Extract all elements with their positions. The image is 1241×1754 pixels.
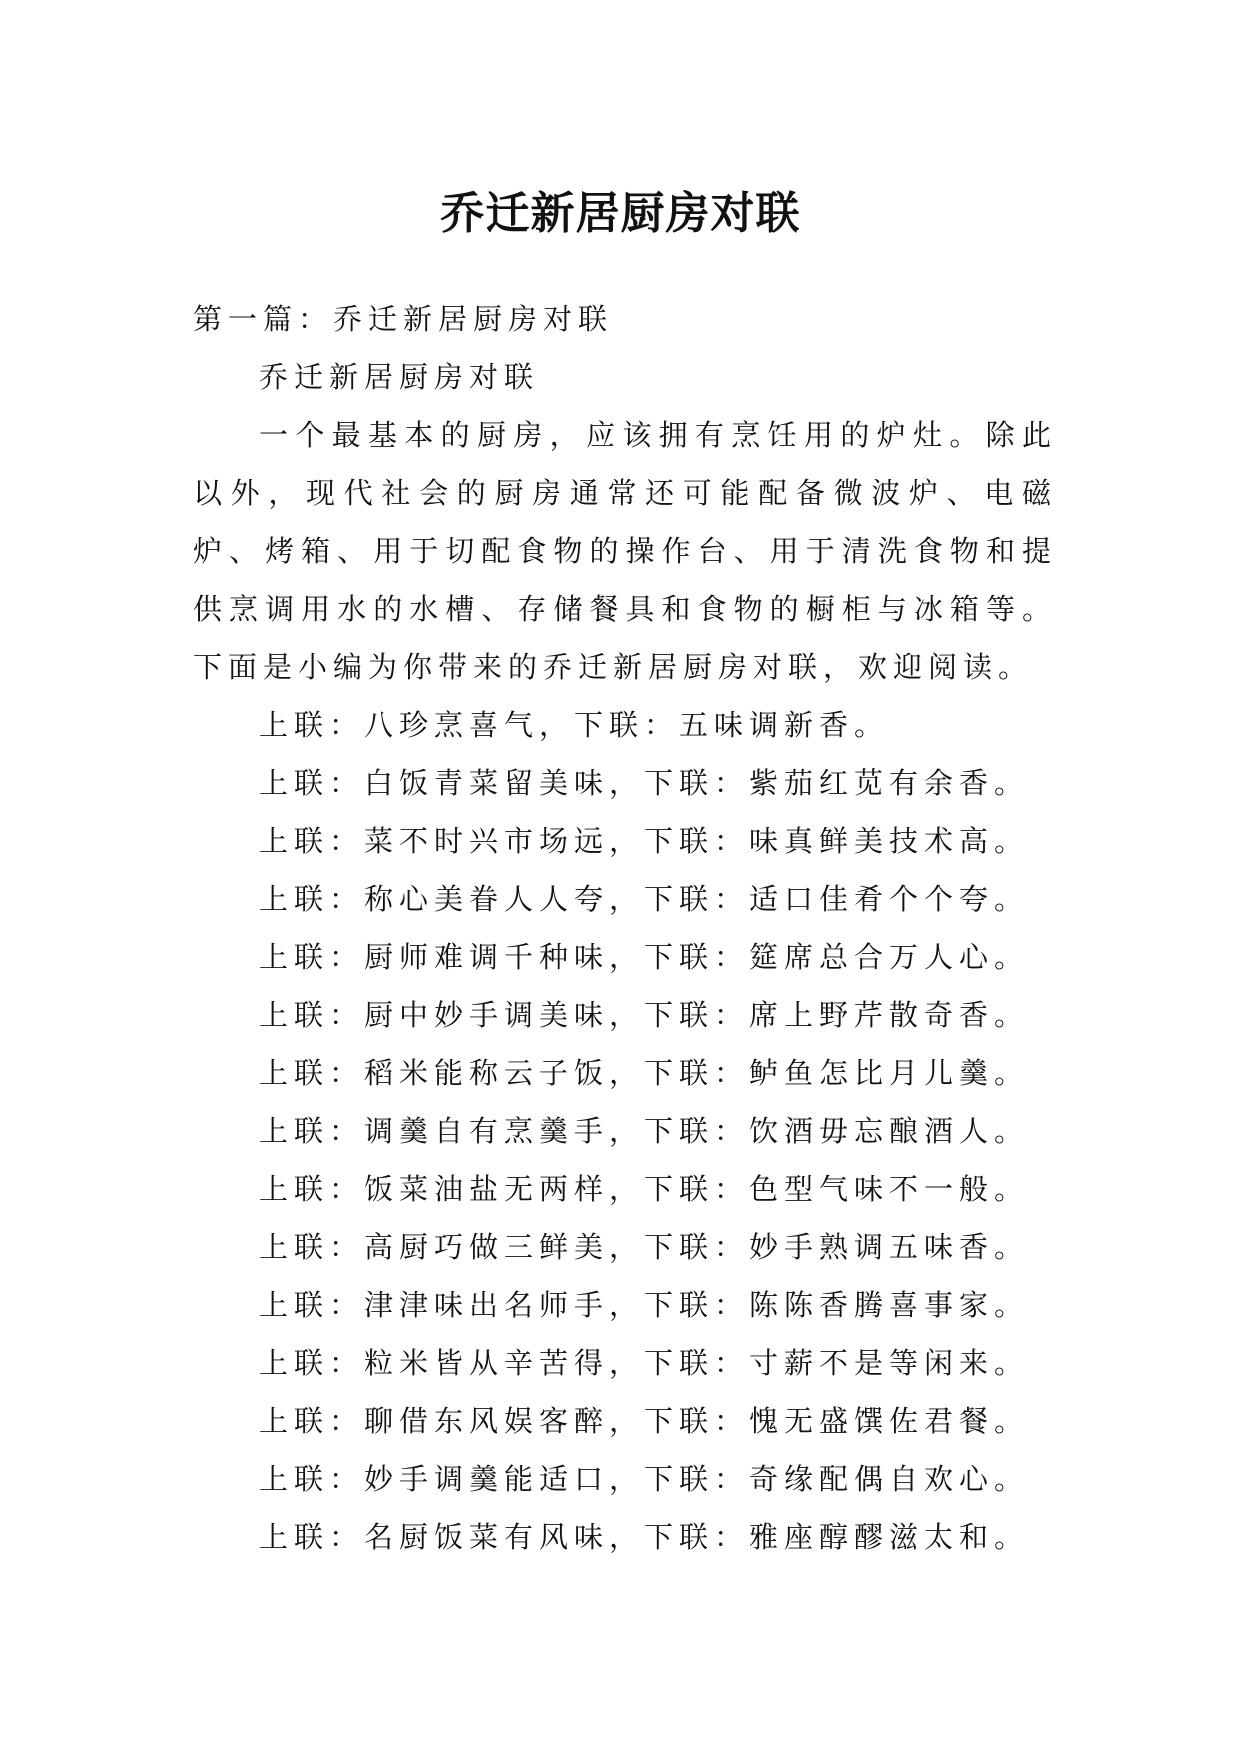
intro-paragraph: 一个最基本的厨房，应该拥有烹饪用的炉灶。除此以外，现代社会的厨房通常还可能配备微波炉、电磁炉、烤箱、用于切配食物的操作台、用于清洗食物和提供烹调用水的水槽、存储餐具和食物的橱柜与冰箱等。下面是小编为你带来的乔迁新居厨房对联，欢迎阅读。 [193, 418, 1057, 684]
couplet-item: 上联：调羹自有烹羹手，下联：饮酒毋忘酿酒人。 [259, 1114, 1030, 1148]
couplet-item: 上联：菜不时兴市场远，下联：味真鲜美技术高。 [259, 824, 1030, 858]
couplet-item: 上联：高厨巧做三鲜美，下联：妙手熟调五味香。 [259, 1230, 1030, 1264]
page-title: 乔迁新居厨房对联 [440, 188, 801, 240]
couplet-item: 上联：津津味出名师手，下联：陈陈香腾喜事家。 [259, 1288, 1030, 1322]
couplet-item: 上联：稻米能称云子饭，下联：鲈鱼怎比月儿羹。 [259, 1056, 1030, 1090]
section-heading: 第一篇：乔迁新居厨房对联 [193, 302, 614, 336]
couplet-item: 上联：粒米皆从辛苦得，下联：寸薪不是等闲来。 [259, 1346, 1030, 1380]
couplet-item: 上联：八珍烹喜气，下联：五味调新香。 [259, 708, 890, 742]
couplet-item: 上联：厨中妙手调美味，下联：席上野芹散奇香。 [259, 998, 1030, 1032]
couplet-list [193, 696, 1057, 1566]
couplet-item: 上联：名厨饭菜有风味，下联：雅座醇醪滋太和。 [259, 1520, 1030, 1554]
couplet-item: 上联：白饭青菜留美味，下联：紫茄红苋有余香。 [259, 766, 1030, 800]
couplet-item: 上联：厨师难调千种味，下联：筵席总合万人心。 [259, 940, 1030, 974]
subheading: 乔迁新居厨房对联 [259, 360, 540, 394]
couplet-item: 上联：妙手调羹能适口，下联：奇缘配偶自欢心。 [259, 1462, 1030, 1496]
couplet-item: 上联：饭菜油盐无两样，下联：色型气味不一般。 [259, 1172, 1030, 1206]
document-body [193, 290, 1057, 1566]
couplet-item: 上联：聊借东风娱客醉，下联：愧无盛馔佐君餐。 [259, 1404, 1030, 1438]
couplet-item: 上联：称心美眷人人夸，下联：适口佳肴个个夸。 [259, 882, 1030, 916]
